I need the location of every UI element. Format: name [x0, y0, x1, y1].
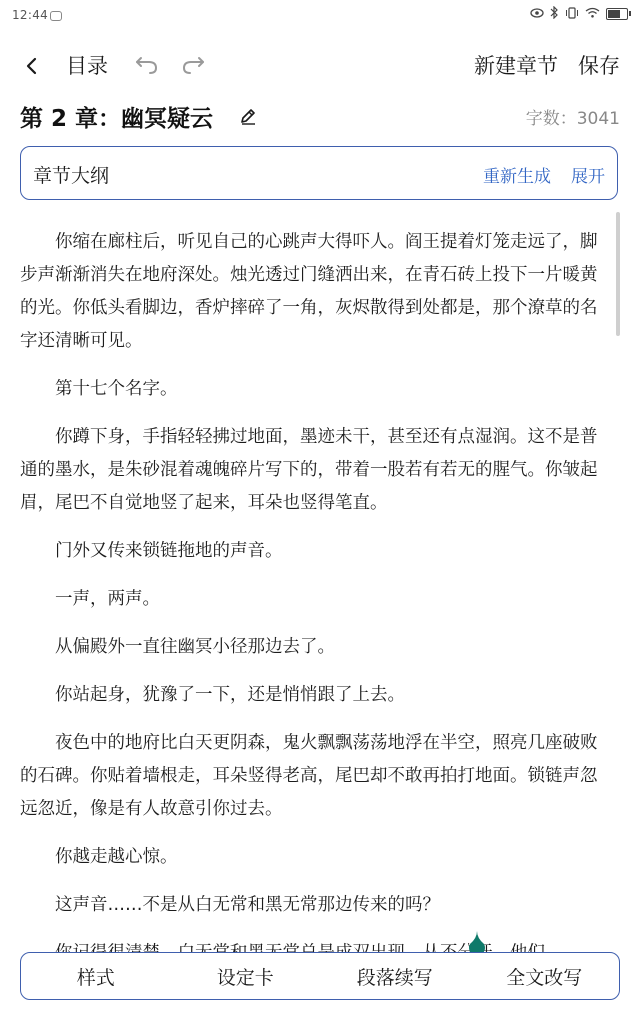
- pencil-icon: [238, 106, 258, 126]
- regenerate-button[interactable]: 重新生成: [483, 167, 551, 187]
- chapter-text-editor[interactable]: [20, 226, 610, 985]
- status-time: 12:44: [12, 8, 49, 22]
- paragraph[interactable]: 你蹲下身，手指轻轻拂过地面，墨迹未干，甚至还有点湿润。这不是普通的墨水，是朱砂混着魂魄碎片写下的，带着一股若有若无的腥气。你皱起眉，尾巴不自觉地竖了起来，耳朵也竖得笔直。: [20, 427, 598, 513]
- outline-label: 章节大纲: [33, 165, 110, 187]
- paragraph[interactable]: 门外又传来锁链拖地的声音。: [55, 541, 283, 561]
- eye-icon: [530, 7, 544, 21]
- word-count: [526, 104, 620, 129]
- word-count-value: 3041: [576, 109, 620, 129]
- new-chapter-button[interactable]: 新建章节: [474, 54, 558, 78]
- bluetooth-icon: [550, 6, 559, 22]
- paragraph[interactable]: 从偏殿外一直往幽冥小径那边去了。: [55, 637, 335, 657]
- battery-icon: [606, 8, 628, 20]
- status-icons: [530, 6, 628, 22]
- toc-button[interactable]: 目录: [66, 54, 108, 78]
- paragraph[interactable]: 一声，两声。: [55, 589, 160, 609]
- settings-card-button[interactable]: 设定卡: [216, 966, 274, 989]
- rewrite-all-button[interactable]: 全文改写: [506, 966, 583, 989]
- paragraph[interactable]: 你站起身，犹豫了一下，还是悄悄跟了上去。: [55, 685, 405, 705]
- chapter-outline-panel[interactable]: [20, 146, 618, 200]
- back-button[interactable]: [18, 52, 46, 80]
- redo-icon: [180, 54, 206, 76]
- save-button[interactable]: 保存: [578, 54, 620, 78]
- chapter-header: [20, 100, 620, 134]
- style-button[interactable]: 样式: [76, 966, 115, 989]
- wifi-icon: [585, 7, 600, 21]
- paragraph[interactable]: 第十七个名字。: [55, 379, 178, 399]
- redo-button[interactable]: [180, 54, 206, 80]
- paragraph[interactable]: 你缩在廊柱后，听见自己的心跳声大得吓人。阎王提着灯笼走远了，脚步声渐渐消失在地府深处。烛光透过门缝洒出来，在青石砖上投下一片暖黄的光。你低头看脚边，香炉摔碎了一角，灰烬散得到处都是，那个潦草的名字还清晰可见。: [20, 232, 598, 351]
- continue-paragraph-button[interactable]: 段落续写: [356, 966, 433, 989]
- chevron-left-icon: [24, 56, 40, 76]
- word-count-label: 字数：: [525, 109, 577, 129]
- scrollbar[interactable]: [616, 212, 620, 336]
- bottom-action-bar: [20, 952, 620, 1000]
- paragraph[interactable]: 夜色中的地府比白天更阴森，鬼火飘飘荡荡地浮在半空，照亮几座破败的石碑。你贴着墙根走，耳朵竖得老高，尾巴却不敢再拍打地面。锁链声忽远忽近，像是有人故意引你过去。: [20, 733, 598, 819]
- notification-icon: [50, 11, 62, 21]
- edit-title-button[interactable]: [238, 106, 258, 126]
- chapter-title[interactable]: 第 2 章：幽冥疑云: [20, 106, 214, 132]
- expand-button[interactable]: 展开: [571, 167, 605, 187]
- status-bar: [0, 0, 640, 32]
- vibrate-icon: [565, 7, 579, 22]
- undo-button[interactable]: [134, 54, 160, 80]
- top-toolbar: [0, 44, 640, 88]
- paragraph[interactable]: 你越走越心惊。: [55, 847, 178, 867]
- undo-icon: [134, 54, 160, 76]
- paragraph[interactable]: 这声音……不是从白无常和黑无常那边传来的吗？: [55, 895, 440, 915]
